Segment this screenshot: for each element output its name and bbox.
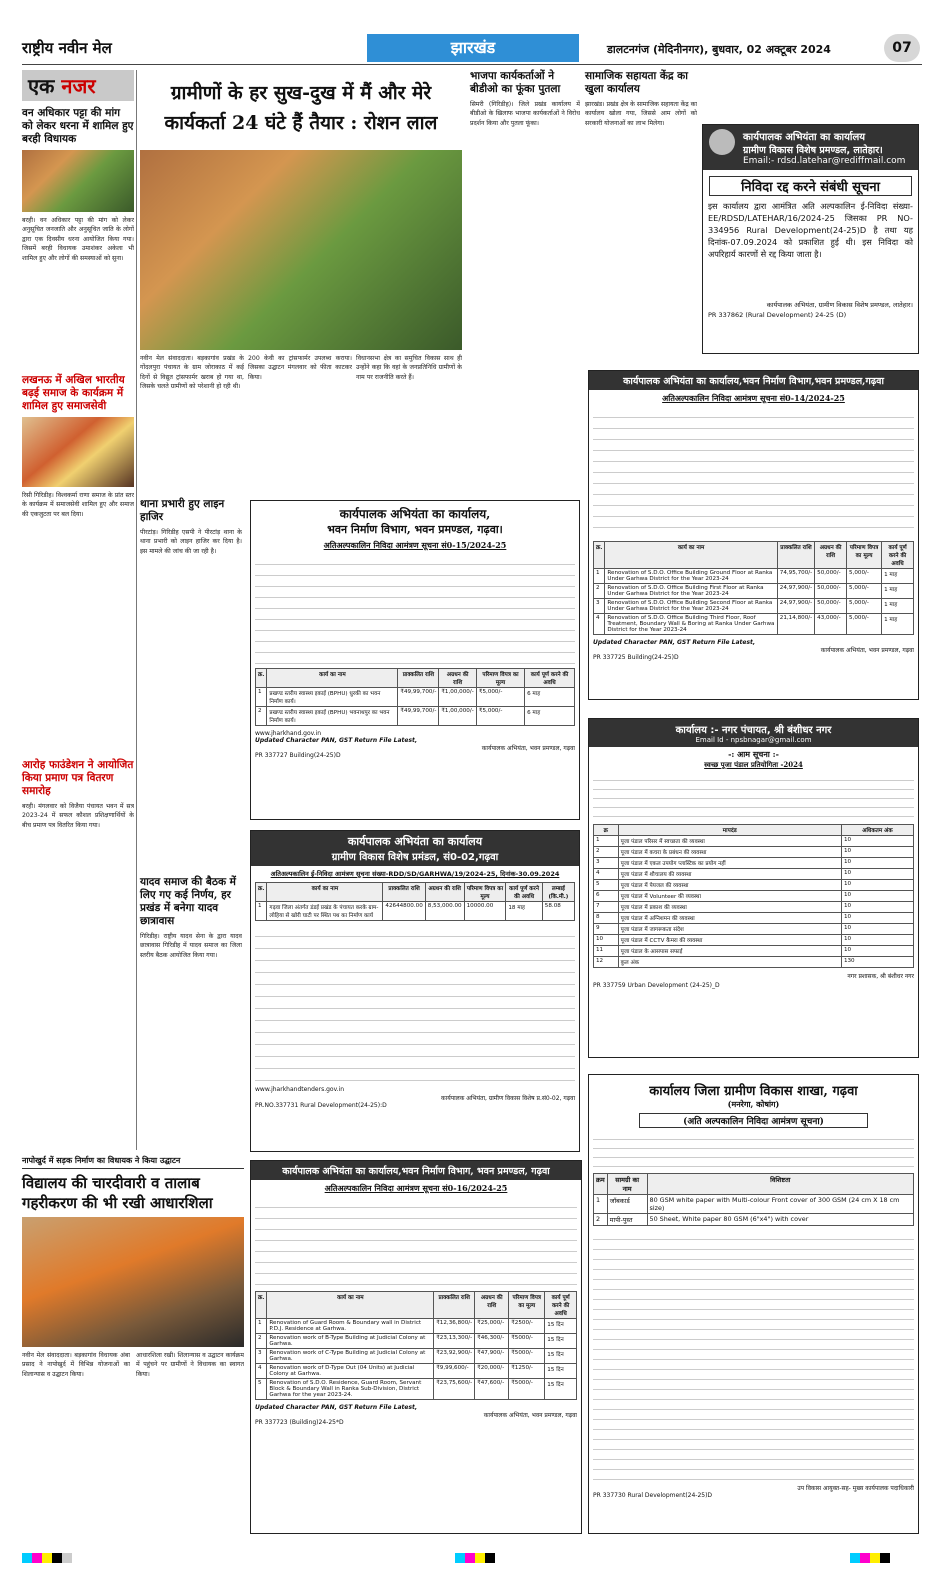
cell: ₹9,99,600/-	[434, 1364, 475, 1379]
tender-details-table	[593, 407, 914, 537]
column-header: परिमाण विपत्र का मूल्य	[476, 669, 524, 688]
column-header: अधिकतम अंक	[841, 825, 913, 836]
tender-garhwa-14	[588, 370, 919, 700]
cell: 24,97,900/-	[777, 599, 814, 614]
tender-pr: PR 337730 Rural Development(24-25)D	[593, 1492, 713, 1499]
tender-division: भवन निर्माण विभाग, भवन प्रमण्डल, गढ़वा।	[327, 523, 503, 536]
cell: 2	[256, 707, 267, 726]
story-headline: विद्यालय की चारदीवारी व तालाब गहरीकरण की भी रखी आधारशिला	[22, 1174, 213, 1212]
cell: Renovation of S.D.O. Office Building Ground Floor at Ranka Under Garhwa District for the Year 2023-24	[605, 569, 777, 584]
tender-title: कार्यपालक अभियंता का कार्यालय,भवन निर्माण विभाग, भवन प्रमण्डल, गढ़वा	[251, 1161, 581, 1180]
cell: ₹5,000/-	[476, 688, 524, 707]
newspaper-name: राष्ट्रीय नवीन मेल	[22, 39, 112, 57]
table-row	[594, 869, 914, 880]
table-row	[256, 1334, 577, 1349]
cell: 1	[256, 1319, 267, 1334]
cell: 8,53,000.00	[425, 902, 464, 921]
cell: 15 दिन	[545, 1319, 577, 1334]
cell: 3	[594, 858, 619, 869]
tender-sign: उप विकास आयुक्त-सह- मुख्य कार्यपालक पदाधिकारी	[797, 1485, 914, 1492]
cell: 10	[841, 891, 913, 902]
tender-office: कार्यालय :- नगर पंचायत, श्री बंशीधर नगर	[675, 725, 832, 736]
cell: 10000.00	[464, 902, 506, 921]
tender-notice: अतिअल्पकालिन निविदा आमंत्रण सूचना सं0-14/2024-25	[662, 393, 845, 403]
cell: 1 माह	[882, 614, 914, 635]
cell: 18 माह	[506, 902, 542, 921]
cell: 10	[841, 913, 913, 924]
cell: Renovation of S.D.O. Residence, Guard Room, Servant Block & Boundary Wall in Ranka Sub-Division, District Garhwa for the year 2023-24.	[267, 1379, 434, 1400]
cell: 10	[841, 880, 913, 891]
tender-works-table	[255, 668, 575, 726]
table-row	[594, 924, 914, 935]
dateline: डालटनगंज (मेदिनीनगर), बुधवार, 02 अक्टूबर 2024	[607, 43, 831, 56]
tender-title: कार्यपालक अभियंता का कार्यालय,भवन निर्माण विभाग,भवन प्रमण्डल,गढ़वा	[589, 371, 918, 390]
cell: 50,000/-	[815, 569, 847, 584]
column-header: सामग्री का नाम	[607, 1174, 647, 1195]
tender-text: इस कार्यालय द्वारा आमंत्रित अति अल्पकालिन ई-निविदा संख्या- EE/RDSD/LATEHAR/16/2024-25 जिसका PR NO- 334956 Rural Development(24-25)D है तथा यह दिनांक-07.09.2024 को प्रकाशित हुई थी। इस निविदा को अपरिहार्य कारणों से रद्द किया जाता है।	[708, 201, 913, 259]
tender-conditions	[593, 1230, 914, 1480]
cell: 5,000/-	[847, 584, 882, 599]
column-header: लम्बाई (कि.मी.)	[542, 883, 574, 902]
left-column	[22, 70, 134, 1072]
col4-body-1: झारखंड। प्रखंड क्षेत्र के सामाजिक सहायता केंद्र का कार्यालय खोला गया, जिससे आम लोगों को सरकारी योजनाओं का लाभ मिलेगा।	[585, 101, 697, 127]
cell: ₹1,00,000/-	[439, 688, 477, 707]
cell: 12	[594, 957, 619, 968]
tender-intro	[593, 1131, 914, 1171]
tender-conditions	[255, 925, 575, 1085]
cell: 5	[594, 880, 619, 891]
column-header: अग्रधन की राशि	[425, 883, 464, 902]
cell: 1	[594, 569, 605, 584]
tender-sign: नगर प्रशासक, श्री बंशीधर नगर	[847, 973, 914, 980]
cell: ₹5000/-	[509, 1334, 545, 1349]
tender-sign: कार्यपालक अभियंता, भवन प्रमण्डल, गढ़वा	[481, 745, 575, 752]
registration-color-bar	[850, 1548, 890, 1558]
column-header: क्र.	[256, 669, 267, 688]
cell: 10	[594, 935, 619, 946]
tender-latehar	[702, 124, 919, 354]
cell: ₹5,000/-	[476, 707, 524, 726]
cell: 5,000/-	[847, 599, 882, 614]
column-header: अग्रधन की राशि	[439, 669, 477, 688]
tender-rdsd-garhwa	[250, 830, 580, 1152]
column-header: विशिष्टता	[647, 1174, 914, 1195]
cell: 5,000/-	[847, 569, 882, 584]
cell: ₹2500/-	[509, 1319, 545, 1334]
column-header: प्राक्कलित राशि	[777, 542, 814, 569]
brief-photo-1	[22, 150, 134, 212]
tender-notice: अतिअल्पकालिन निविदा आमंत्रण सूचना सं0-16/2024-25	[324, 1183, 508, 1193]
table-header-row	[256, 669, 575, 688]
main-photo	[140, 150, 462, 350]
brief-body-3: बरही। मंगलवार को विजैया पंचायत भवन में सत्र 2023-24 में सफल कौशल प्रशिक्षणार्थियों के बीच प्रमाण पत्र वितरित किया गया।	[22, 803, 134, 829]
cell: 6	[594, 891, 619, 902]
cell: ₹46,300/-	[475, 1334, 509, 1349]
table-header-row	[594, 1174, 914, 1195]
cell: ₹47,900/-	[475, 1349, 509, 1364]
tender-details-table	[255, 1197, 577, 1287]
tender-nagar-panchayat	[588, 718, 919, 1058]
column-header: कार्य का नाम	[605, 542, 777, 569]
page-header	[22, 34, 922, 62]
tender-site[interactable]: www.jharkhand.gov.in	[255, 730, 322, 737]
tender-notice: अतिअल्पकालिन ई-निविदा आमंत्रण सूचना संख्या-RDD/SD/GARHWA/19/2024-25, दिनांक-30.09.2024	[270, 870, 560, 878]
tender-details-table	[255, 554, 575, 664]
column-header: कार्य का नाम	[267, 883, 383, 902]
table-row	[594, 614, 914, 635]
tender-note: Updated Character PAN, GST Return File Latest,	[255, 1404, 418, 1411]
cell: 2	[256, 1334, 267, 1349]
tender-notice: अतिअल्पकालिन निविदा आमंत्रण सूचना सं0-15/2024-25	[323, 540, 507, 550]
cell: जॉबकार्ड	[607, 1195, 647, 1214]
cell: 3	[594, 599, 605, 614]
table-row	[256, 902, 575, 921]
col3-headline-1: भाजपा कार्यकर्ताओं ने बीडीओ का फूंका पुतला	[470, 70, 561, 95]
cell: 7	[594, 902, 619, 913]
tender-sign: कार्यपालक अभियंता, भवन प्रमण्डल, गढ़वा	[820, 647, 914, 654]
cell: 130	[841, 957, 913, 968]
cell: 15 दिन	[545, 1334, 577, 1349]
cell: 10	[841, 869, 913, 880]
cell: पूजा पंडाल में CCTV कैमरा की व्यवस्था	[618, 935, 841, 946]
cell: 43,000/-	[815, 614, 847, 635]
column-two-news	[140, 498, 242, 1132]
table-row	[594, 599, 914, 614]
table-header-row	[256, 883, 575, 902]
cell: ₹1,00,000/-	[439, 707, 477, 726]
tender-email: Email:- rdsd.latehar@rediffmail.com	[743, 156, 906, 166]
cell: 15 दिन	[545, 1349, 577, 1364]
cell: 42644800.00	[383, 902, 425, 921]
tender-works-table	[255, 882, 575, 921]
cell: 10	[841, 847, 913, 858]
table-row	[594, 880, 914, 891]
tender-office: कार्यालय जिला ग्रामीण विकास शाखा, गढ़वा	[649, 1084, 858, 1099]
cell: पूजा पंडाल में जागरूकता संदेश	[618, 924, 841, 935]
table-row	[594, 935, 914, 946]
cell: Renovation of Guard Room & Boundary wall in District P.D.J. Residence at Garhwa.	[267, 1319, 434, 1334]
cell: 1 माह	[882, 569, 914, 584]
col2-headline-2: यादव समाज की बैठक में लिए गए कई निर्णय, हर प्रखंड में बनेगा यादव छात्रावास	[140, 876, 236, 927]
tender-pr: PR 337862 (Rural Development) 24-25 (D)	[708, 311, 847, 319]
table-row	[256, 1364, 577, 1379]
cell: ₹47,600/-	[475, 1379, 509, 1400]
column-three	[470, 70, 580, 440]
tender-sign: कार्यपालक अभियंता, भवन प्रमण्डल, गढ़वा	[483, 1412, 577, 1419]
cell: 4	[594, 614, 605, 635]
tender-division: ग्रामीण विकास विशेष प्रमण्डल, लातेहार।	[743, 145, 883, 156]
cell: 2	[594, 584, 605, 599]
table-row	[256, 1349, 577, 1364]
cell: 9	[594, 924, 619, 935]
table-header-row	[594, 825, 914, 836]
cell: प्रखण्ड स्तरीय स्वास्थ्य इकाई (BPHU) धुरकी का भवन निर्माण कार्य।	[267, 688, 398, 707]
tender-email: Email Id - npsbnagar@gmail.com	[695, 736, 812, 744]
table-header-row	[256, 1292, 577, 1319]
story-photo	[22, 1217, 244, 1347]
column-header: क्र.	[594, 542, 605, 569]
cell: 50,000/-	[815, 599, 847, 614]
cell: ₹25,000/-	[475, 1319, 509, 1334]
tender-grameen-vikas	[588, 1074, 919, 1534]
column-header: मापदंड	[618, 825, 841, 836]
column-divider	[136, 70, 137, 1150]
section-banner: झारखंड	[367, 34, 579, 62]
cell: 10	[841, 935, 913, 946]
tender-garhwa-16	[250, 1160, 582, 1534]
column-header: परिमाण विपत्र का मूल्य	[509, 1292, 545, 1319]
cell: 50,000/-	[815, 584, 847, 599]
story-kicker: नापोखुर्द में सड़क निर्माण का विधायक ने किया उद्घाटन	[22, 1155, 244, 1169]
cell: पूजा पंडाल में शौचालय की व्यवस्था	[618, 869, 841, 880]
cell: 1 माह	[882, 584, 914, 599]
cell: 6 माह	[525, 688, 575, 707]
column-header: कार्य पूर्ण करने की अवधि	[525, 669, 575, 688]
cell: Renovation of S.D.O. Office Building First Floor at Ranka Under Garhwa District for the Year 2023-24	[605, 584, 777, 599]
cell: पूजा पंडाल के आसपास सफाई	[618, 946, 841, 957]
table-row	[256, 1319, 577, 1334]
table-row	[256, 707, 575, 726]
column-header: कार्य पूर्ण करने की अवधि	[506, 883, 542, 902]
cell: गढ़वा जिला अंतर्गत डंडई प्रखंड के पंचायत करके ग्राम-लोहिया से खोरी घाटी पर स्थित पथ का निर्माण कार्य	[267, 902, 383, 921]
col2-body-2: गिरिडीह। राष्ट्रीय यादव सेना के द्वारा यादव छात्रावास गिरिडीह में यादव समाज का जिला स्तरीय बैठक आयोजित किया गया।	[140, 933, 242, 959]
main-body-2: 200 केवी का ट्रांसफार्मर उपलब्ध कराया। जिसका उद्घाटन मंगलवार को फीता काटकर किया।	[248, 355, 352, 381]
cell: Renovation work of B-Type Building at Judicial Colony at Garhwa.	[267, 1334, 434, 1349]
tender-title: निविदा रद्द करने संबंधी सूचना	[709, 176, 912, 196]
brief-body-1: बरही। वन अधिकार पट्टा की मांग को लेकर अनुसूचित जनजाति और अनुसूचित जाति के लोगों द्वारा एक दिवसीय धरना आयोजित किया गया। जिसमें बरही विधायक उमाशंकर अकेला भी शामिल हुए और लोगों की समस्याओं को सुना।	[22, 217, 134, 262]
brief-body-2: रिसी गिरिडीह। विश्वकर्मा राणा समाज के प्रांत स्तर के कार्यक्रम में समाजसेवी शामिल हुए और समाज की एकजुटता पर बल दिया।	[22, 492, 134, 518]
cell: 21,14,800/-	[777, 614, 814, 635]
tender-garhwa-15	[250, 500, 580, 820]
tender-note: Updated Character PAN, GST Return File Latest,	[255, 737, 418, 744]
column-header: परिमाण विपत्र का मूल्य	[464, 883, 506, 902]
cell: 1	[594, 1195, 608, 1214]
cell: 11	[594, 946, 619, 957]
table-row	[594, 1195, 914, 1214]
cell: 10	[841, 946, 913, 957]
cell: 80 GSM white paper with Multi-colour Front cover of 300 GSM (24 cm X 18 cm size)	[647, 1195, 914, 1214]
brief-headline-3: आरोह फाउंडेशन ने आयोजित किया प्रमाण पत्र वितरण समारोह	[22, 759, 134, 797]
emblem-icon	[709, 129, 735, 155]
main-body-1: नवीन मेल संवाददाता। बड़कागांव प्रखंड के गोंदलपुरा पंचायत के ग्राम जोराकाठ में कई दिनों से विद्युत ट्रांसफार्मर खराब हो गया था, जिसके चलते ग्रामीणों को परेशानी हो रही थी।	[140, 355, 244, 391]
registration-color-bar	[455, 1548, 495, 1558]
cell: 10	[841, 924, 913, 935]
table-row	[594, 847, 914, 858]
cell: पूजा पंडाल में प्रकाश की व्यवस्था	[618, 902, 841, 913]
cell: Renovation work of C-Type Building at Judicial Colony at Garhwa.	[267, 1349, 434, 1364]
cell: 5	[256, 1379, 267, 1400]
column-header: अग्रधन की राशि	[815, 542, 847, 569]
tender-subtitle: (मनरेगा, कोषांग)	[727, 1099, 780, 1109]
page-number: 07	[884, 34, 920, 62]
table-row	[594, 946, 914, 957]
table-row	[256, 1379, 577, 1400]
cell: पूजा पंडाल परिसर में स्वच्छता की व्यवस्था	[618, 836, 841, 847]
tender-sign: कार्यपालक अभियंता, ग्रामीण विकास विशेष प्रमण्डल, लातेहार।	[766, 301, 913, 309]
col3-body-1: सिमरी (गिरिडीह)। जिले प्रखंड कार्यालय में बीडीओ के खिलाफ भाजपा कार्यकर्ताओं ने विरोध प्रदर्शन किया और पुतला फूंका।	[470, 101, 580, 127]
cell: 24,97,900/-	[777, 584, 814, 599]
criteria-table	[593, 824, 914, 968]
column-header: क्र	[594, 825, 619, 836]
cell: मापी-पुस्त	[607, 1214, 647, 1226]
tender-sign: कार्यपालक अभियंता, ग्रामीण विकास विशेष प्र.सं0-02, गढ़वा	[441, 1095, 575, 1102]
cell: 10	[841, 902, 913, 913]
tender-pr: PR.NO.337731 Rural Development(24-25):D	[255, 1102, 387, 1109]
column-header: क्रम	[594, 1174, 608, 1195]
cell: ₹49,99,700/-	[398, 707, 439, 726]
tender-division: ग्रामीण विकास विशेष प्रमंडल, सं0-02,गढ़वा	[331, 852, 499, 863]
cell: ₹23,75,600/-	[434, 1379, 475, 1400]
tender-office: कार्यपालक अभियंता का कार्यालय	[743, 132, 866, 143]
brief-photo-2	[22, 417, 134, 487]
cell: 8	[594, 913, 619, 924]
cell: ₹20,000/-	[475, 1364, 509, 1379]
tender-notice: (अति अल्पकालिन निविदा आमंत्रण सूचना)	[639, 1113, 868, 1128]
main-headline: ग्रामीणों के हर सुख-दुख में मैं और मेरे कार्यकर्ता 24 घंटे हैं तैयार : रोशन लाल	[164, 82, 438, 134]
column-header: प्राक्कलित राशि	[434, 1292, 475, 1319]
cell: ₹5000/-	[509, 1379, 545, 1400]
column-header: क्र.	[256, 883, 267, 902]
cell: 1	[256, 902, 267, 921]
col4-headline-1: सामाजिक सहायता केंद्र का खुला कार्यालय	[585, 70, 688, 95]
table-row	[594, 957, 914, 968]
brief-headline-2: लखनऊ में अखिल भारतीय बढ़ई समाज के कार्यक्रम में शामिल हुए समाजसेवी	[22, 374, 125, 412]
cell: पूजा पंडाल में Volunteer की व्यवस्था	[618, 891, 841, 902]
table-row	[594, 891, 914, 902]
column-header: अग्रधन की राशि	[475, 1292, 509, 1319]
table-row	[594, 858, 914, 869]
table-row	[594, 584, 914, 599]
cell: पूजा पंडाल में अग्निशमन की व्यवस्था	[618, 913, 841, 924]
brief-headline-1: वन अधिकार पट्टा की मांग को लेकर धरना में शामिल हुए बरही विधायक	[22, 107, 134, 145]
cell: 50 Sheet, White paper 80 GSM (6"x4") with cover	[647, 1214, 914, 1226]
cell: ₹49,99,700/-	[398, 688, 439, 707]
story-body-1: नवीन मेल संवाददाता। बड़कागांव विधायक अंबा प्रसाद ने नापोखुर्द में विभिन्न योजनाओं का शिलान्यास व उद्घाटन किया।	[22, 1352, 130, 1378]
tender-site[interactable]: www.jharkhandtenders.gov.in	[255, 1086, 345, 1093]
cell: प्रखण्ड स्तरीय स्वास्थ्य इकाई (BPHU) भवनाथपुर का भवन निर्माण कार्य।	[267, 707, 398, 726]
cell: Renovation of S.D.O. Office Building Third Floor, Roof Treatment, Boundary Wall & Boring at Ranka Under Garhwa District for the Year 2023-24	[605, 614, 777, 635]
material-table	[593, 1173, 914, 1226]
cell: Renovation work of D-Type Out (04 Units) at Judicial Colony at Garhwa.	[267, 1364, 434, 1379]
tender-office: कार्यपालक अभियंता का कार्यालय,	[339, 507, 491, 521]
tender-office: कार्यपालक अभियंता का कार्यालय	[347, 835, 483, 848]
cell: 58.08	[542, 902, 574, 921]
table-row	[594, 902, 914, 913]
tender-pr: PR 337725 Building(24-25)D	[593, 654, 679, 661]
cell: 10	[841, 836, 913, 847]
table-row	[594, 569, 914, 584]
cell: ₹12,36,800/-	[434, 1319, 475, 1334]
column-header: क्र.	[256, 1292, 267, 1319]
cell: 2	[594, 1214, 608, 1226]
cell: 6 माह	[525, 707, 575, 726]
tender-pr: PR 337727 Building(24-25)D	[255, 752, 341, 759]
story-body-2: आधारशिला रखी। शिलान्यास व उद्घाटन कार्यक्रम में पहुंचने पर ग्रामीणों ने विधायक का स्वागत किया।	[136, 1352, 244, 1378]
table-row	[594, 836, 914, 847]
cell: ₹5000/-	[509, 1349, 545, 1364]
header-rule	[22, 64, 922, 65]
table-row	[256, 688, 575, 707]
column-header: परिमाण विपत्र का मूल्य	[847, 542, 882, 569]
column-header: प्राक्कलित राशि	[383, 883, 425, 902]
cell: ₹23,13,300/-	[434, 1334, 475, 1349]
column-header: कार्य का नाम	[267, 1292, 434, 1319]
cell: 1 माह	[882, 599, 914, 614]
cell: पूजा पंडाल में एकल उपयोग प्लास्टिक का प्रयोग नहीं	[618, 858, 841, 869]
cell: ₹1250/-	[509, 1364, 545, 1379]
cell: 3	[256, 1349, 267, 1364]
tender-pr: PR 337759 Urban Development (24-25)_D	[593, 982, 720, 989]
col2-body-1: पीरटांड़। गिरिडीह एसपी ने पीरटांड़ थाना के थाना प्रभारी को लाइन हाजिर कर दिया है। इस मामले की जांच की जा रही है।	[140, 529, 242, 555]
cell: 4	[594, 869, 619, 880]
cell: 1	[256, 688, 267, 707]
table-header-row	[594, 542, 914, 569]
cell: कुल अंक	[618, 957, 841, 968]
column-header: प्राक्कलित राशि	[398, 669, 439, 688]
col2-headline-1: थाना प्रभारी हुए लाइन हाजिर	[140, 498, 225, 523]
registration-color-bar	[22, 1548, 72, 1558]
cell: पूजा पंडाल में पेयजल की व्यवस्था	[618, 880, 841, 891]
bottom-story	[22, 1155, 244, 1511]
main-body-3: विधानसभा क्षेत्र का समुचित विकास साथ ही उन्होंने कहा कि वहां के जनप्रतिनिधि ग्रामीणों के नाम पर राजनीति करते हैं।	[356, 355, 462, 381]
tender-note: Updated Character PAN, GST Return File Latest,	[593, 639, 756, 646]
cell: 10	[841, 858, 913, 869]
table-row	[594, 1214, 914, 1226]
tender-notice: -: आम सूचना :-	[728, 749, 779, 759]
table-row	[594, 913, 914, 924]
tender-works-table	[593, 541, 914, 635]
section-label: एक नजर	[22, 70, 134, 101]
cell: 74,95,700/-	[777, 569, 814, 584]
cell: 15 दिन	[545, 1364, 577, 1379]
column-header: कार्य पूर्ण करने की अवधि	[882, 542, 914, 569]
column-header: कार्य का नाम	[267, 669, 398, 688]
cell: पूजा पंडाल में कचरा के प्रबंधन की व्यवस्था	[618, 847, 841, 858]
tender-pr: PR 337723 (Building)24-25*D	[255, 1419, 344, 1426]
cell: 4	[256, 1364, 267, 1379]
cell: 2	[594, 847, 619, 858]
tender-works-table	[255, 1291, 577, 1400]
tender-intro	[593, 772, 914, 822]
tender-subtitle: स्वच्छ पूजा पंडाल प्रतियोगिता -2024	[704, 760, 803, 769]
cell: 15 दिन	[545, 1379, 577, 1400]
cell: Renovation of S.D.O. Office Building Second Floor at Ranka Under Garhwa District for the Year 2023-24	[605, 599, 777, 614]
cell: ₹23,92,900/-	[434, 1349, 475, 1364]
column-header: कार्य पूर्ण करने की अवधि	[545, 1292, 577, 1319]
cell: 5,000/-	[847, 614, 882, 635]
cell: 1	[594, 836, 619, 847]
